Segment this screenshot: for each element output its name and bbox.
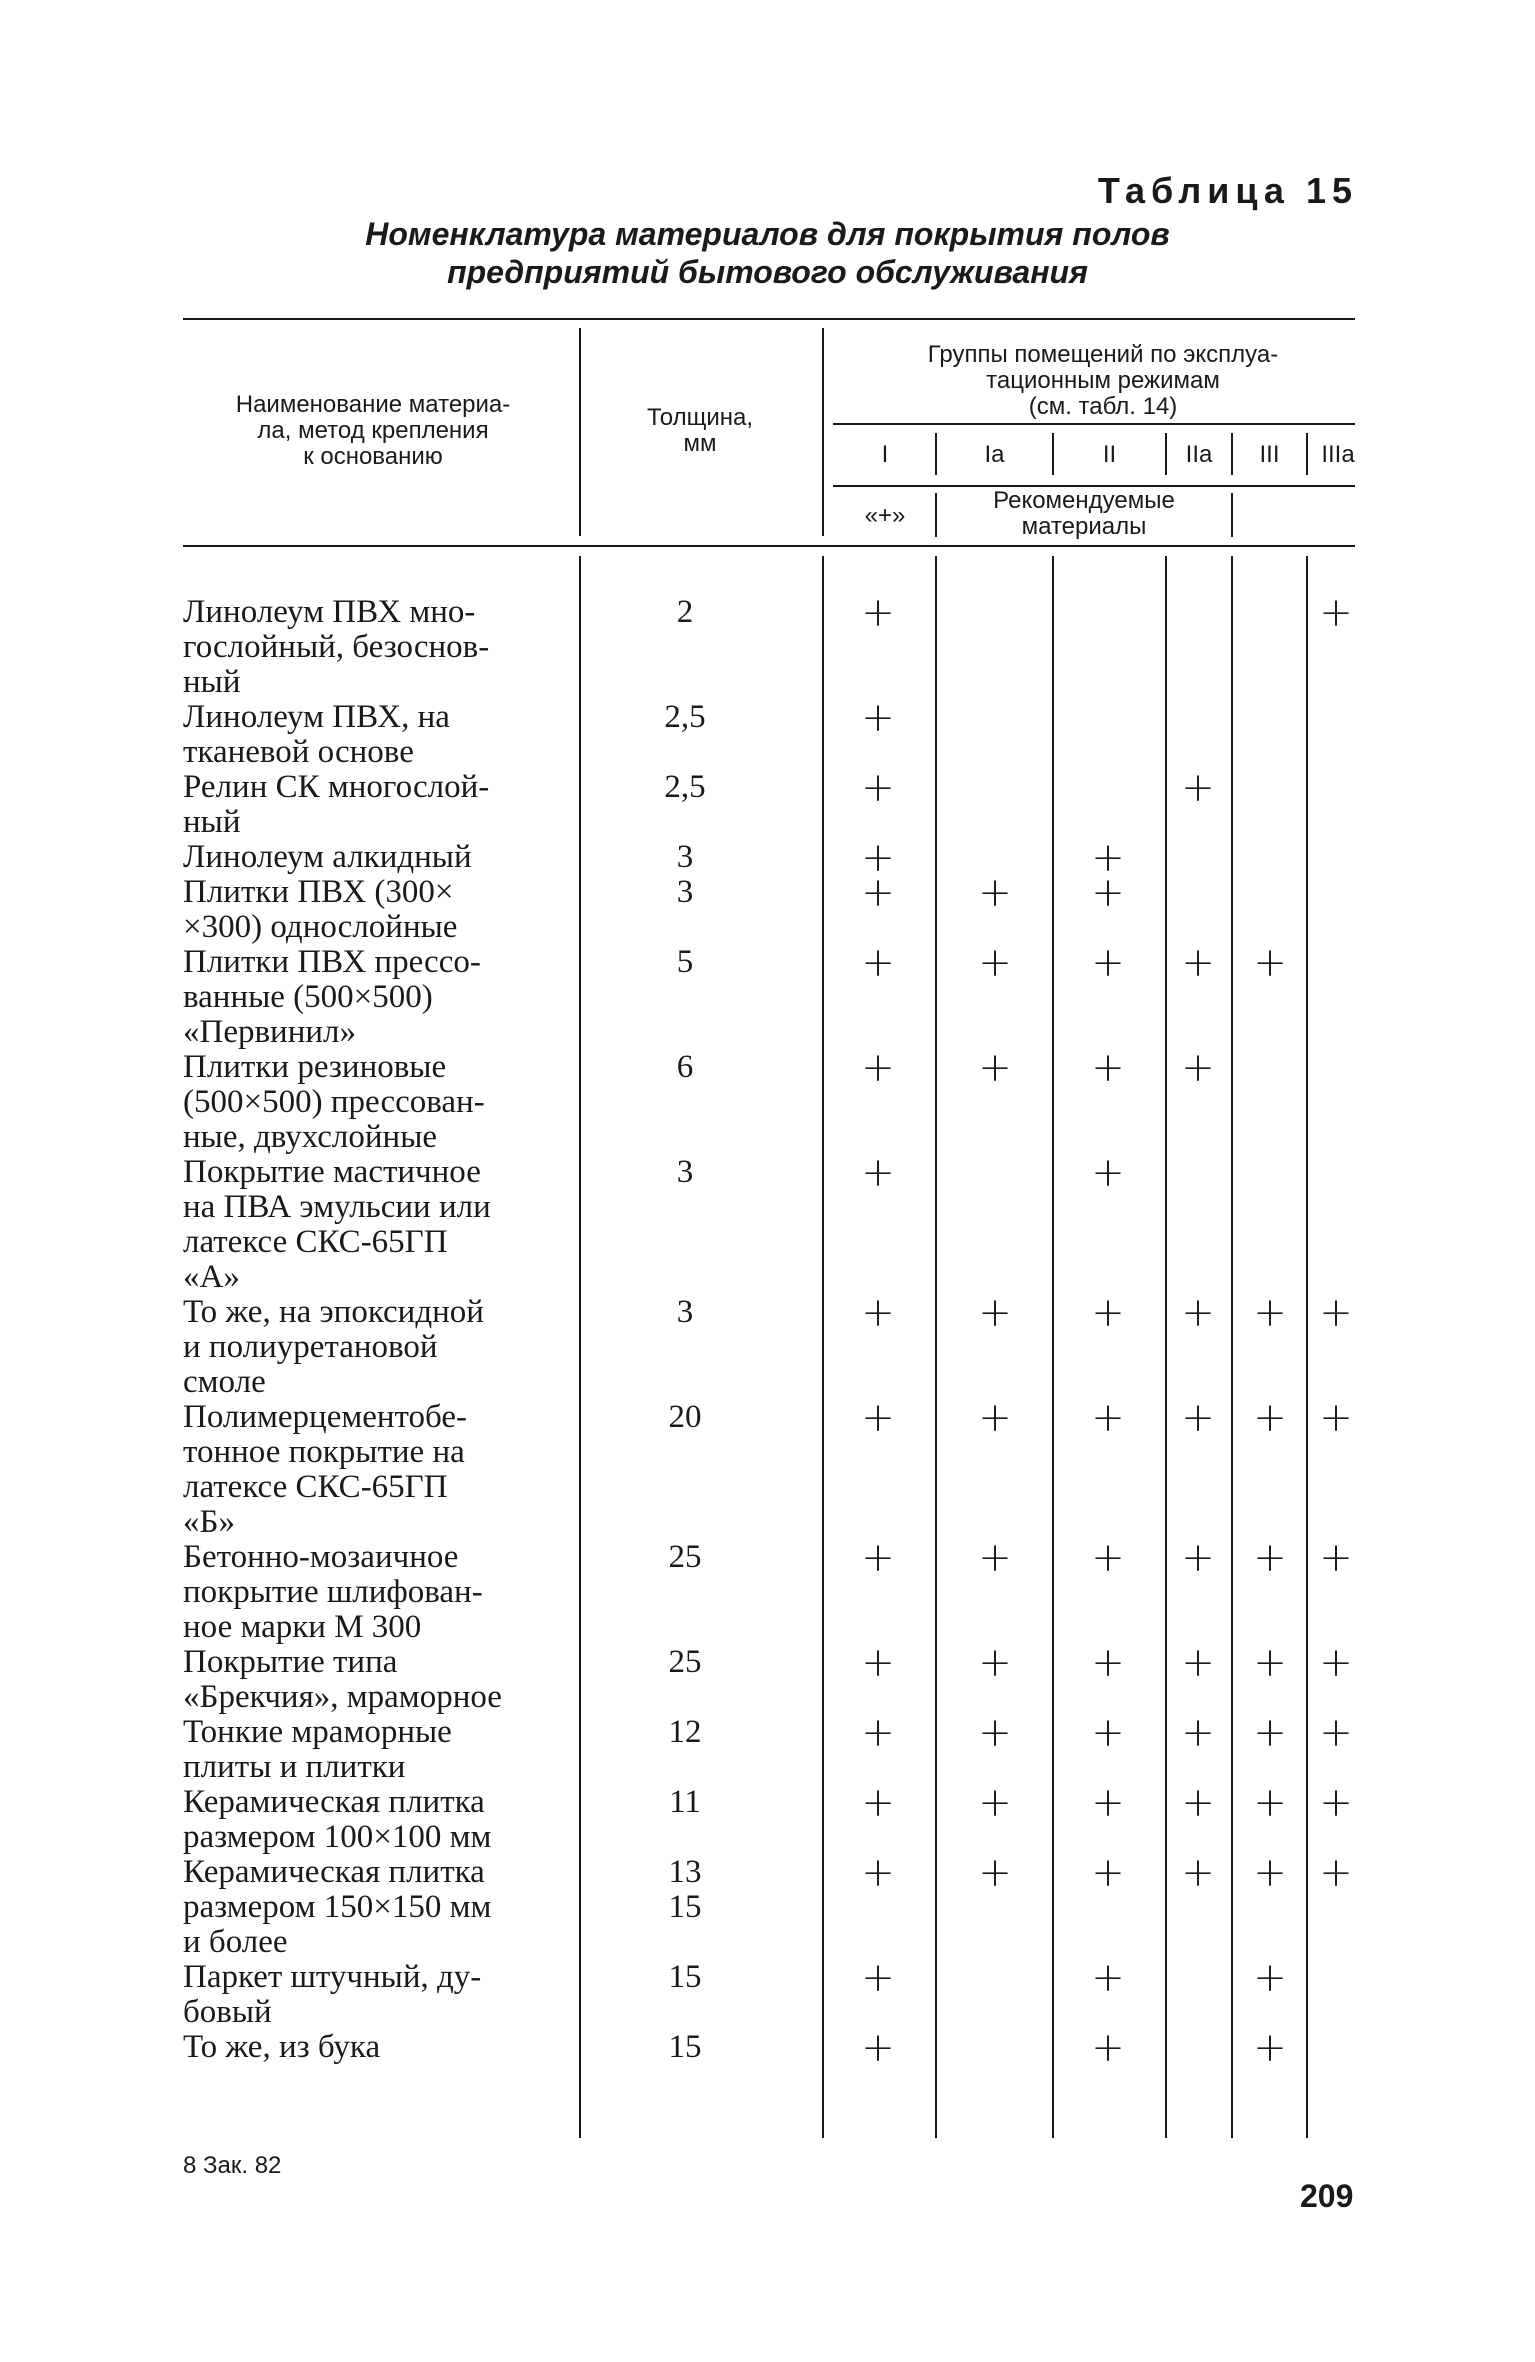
legend-text — [937, 488, 1231, 540]
groups-header — [833, 342, 1373, 420]
row-10-plus-mark-IIIa: + — [1319, 1395, 1353, 1441]
row-3-plus-mark-I: + — [861, 765, 895, 811]
row-15-plus-mark-II: + — [1091, 1850, 1125, 1896]
row-10-name — [183, 1400, 559, 1540]
row-17-thickness: 15 — [668, 2029, 702, 2065]
row-12-thickness: 25 — [668, 1644, 702, 1680]
row-13-name — [183, 1715, 559, 1785]
name-column-header-line-2: ла, метод крепления — [257, 417, 489, 444]
row-11-name — [183, 1540, 559, 1645]
body-separator-Ia — [1052, 556, 1054, 2138]
row-5-plus-mark-I: + — [861, 870, 895, 916]
row-3-plus-mark-IIa: + — [1181, 765, 1215, 811]
row-7-name — [183, 1050, 559, 1155]
table-top-rule — [183, 318, 1355, 320]
row-16-plus-mark-III: + — [1253, 1955, 1287, 2001]
row-5-name — [183, 875, 559, 945]
row-12-plus-mark-IIIa: + — [1319, 1640, 1353, 1686]
body-separator-I — [935, 556, 937, 2138]
row-9-plus-mark-III: + — [1253, 1290, 1287, 1336]
group-label-Ia: Ia — [984, 441, 1005, 468]
row-6-name-line: ванные (500×500) — [183, 979, 433, 1015]
table-label: Таблица 15 — [1097, 170, 1358, 211]
body-separator-II — [1165, 556, 1167, 2138]
row-8-plus-mark-I: + — [861, 1150, 895, 1196]
row-1-name-line: гослойный, безоснов- — [183, 629, 490, 665]
row-7-thickness: 6 — [676, 1049, 694, 1085]
row-13-name-line: плиты и плитки — [183, 1749, 406, 1785]
legend-separator-2 — [1231, 493, 1233, 537]
row-4-name-line: Линолеум алкидный — [183, 839, 472, 875]
thickness-column-header — [600, 405, 800, 457]
row-13-plus-mark-III: + — [1253, 1710, 1287, 1756]
row-12-plus-mark-II: + — [1091, 1640, 1125, 1686]
row-12-name-line: Покрытие типа — [183, 1644, 398, 1680]
body-separator-name — [579, 556, 581, 2138]
row-11-plus-mark-IIIa: + — [1319, 1535, 1353, 1581]
row-15-plus-mark-III: + — [1253, 1850, 1287, 1896]
row-10-plus-mark-I: + — [861, 1395, 895, 1441]
row-1-name-line: Линолеум ПВХ мно- — [183, 594, 476, 630]
groups-subheader-rule — [833, 423, 1355, 425]
row-13-plus-mark-IIa: + — [1181, 1710, 1215, 1756]
thickness-column-separator — [822, 328, 824, 536]
row-6-plus-mark-III: + — [1253, 940, 1287, 986]
name-column-separator — [579, 328, 581, 536]
row-17-name — [183, 2030, 559, 2065]
body-separator-III — [1306, 556, 1308, 2138]
table-title-line-2: предприятий бытового обслуживания — [447, 254, 1088, 290]
group-label-IIIa: IIIa — [1321, 441, 1355, 468]
row-15-name-line: и более — [183, 1924, 288, 1960]
row-6-name — [183, 945, 559, 1050]
row-9-thickness: 3 — [676, 1294, 694, 1330]
row-4-plus-mark-II: + — [1091, 835, 1125, 881]
body-separator-thickness — [822, 556, 824, 2138]
row-9-name-line: То же, на эпоксидной — [183, 1294, 484, 1330]
row-9-plus-mark-Ia: + — [978, 1290, 1012, 1336]
row-14-plus-mark-III: + — [1253, 1780, 1287, 1826]
row-11-name-line: покрытие шлифован- — [183, 1574, 483, 1610]
row-11-plus-mark-IIa: + — [1181, 1535, 1215, 1581]
table-title — [0, 215, 1535, 291]
groups-header-line-2: тационным режимам — [986, 367, 1220, 394]
row-2-thickness: 2,5 — [664, 699, 706, 735]
row-15-plus-mark-I: + — [861, 1850, 895, 1896]
row-7-plus-mark-I: + — [861, 1045, 895, 1091]
thickness-header-line-1: Толщина, — [646, 404, 754, 431]
row-12-plus-mark-III: + — [1253, 1640, 1287, 1686]
row-14-plus-mark-I: + — [861, 1780, 895, 1826]
row-7-name-line: (500×500) прессован- — [183, 1084, 485, 1120]
row-12-plus-mark-Ia: + — [978, 1640, 1012, 1686]
row-3-name-line: ный — [183, 804, 241, 840]
row-16-name-line: бовый — [183, 1994, 272, 2030]
row-17-plus-mark-II: + — [1091, 2025, 1125, 2071]
row-5-plus-mark-II: + — [1091, 870, 1125, 916]
row-16-name-line: Паркет штучный, ду- — [183, 1959, 482, 1995]
table-title-line-1: Номенклатура материалов для покрытия полов — [365, 216, 1170, 252]
row-15-plus-mark-IIIa: + — [1319, 1850, 1353, 1896]
row-7-name-line: ные, двухслойные — [183, 1119, 438, 1155]
row-11-plus-mark-II: + — [1091, 1535, 1125, 1581]
row-10-plus-mark-III: + — [1253, 1395, 1287, 1441]
row-17-plus-mark-III: + — [1253, 2025, 1287, 2071]
header-bottom-rule — [183, 545, 1355, 547]
row-14-plus-mark-II: + — [1091, 1780, 1125, 1826]
row-3-thickness: 2,5 — [664, 769, 706, 805]
row-4-name — [183, 840, 559, 875]
row-15-thickness: 13 15 — [668, 1854, 702, 1925]
row-6-thickness: 5 — [676, 944, 694, 980]
row-9-plus-mark-IIIa: + — [1319, 1290, 1353, 1336]
name-column-header-line-3: к основанию — [303, 443, 443, 470]
row-12-name-line: «Брекчия», мраморное — [183, 1679, 502, 1715]
row-6-plus-mark-Ia: + — [978, 940, 1012, 986]
row-1-name — [183, 595, 559, 700]
group-label-III: III — [1259, 441, 1280, 468]
row-16-name — [183, 1960, 559, 2030]
row-16-plus-mark-I: + — [861, 1955, 895, 2001]
row-2-plus-mark-I: + — [861, 695, 895, 741]
row-8-name — [183, 1155, 559, 1295]
row-8-thickness: 3 — [676, 1154, 694, 1190]
row-15-plus-mark-Ia: + — [978, 1850, 1012, 1896]
group-label-IIa: IIa — [1185, 441, 1213, 468]
row-7-plus-mark-Ia: + — [978, 1045, 1012, 1091]
row-5-plus-mark-Ia: + — [978, 870, 1012, 916]
name-column-header-line-1: Наименование материа- — [235, 391, 511, 418]
row-13-plus-mark-I: + — [861, 1710, 895, 1756]
row-10-plus-mark-II: + — [1091, 1395, 1125, 1441]
row-9-name-line: и полиуретановой — [183, 1329, 438, 1365]
row-15-name-line: Керамическая плитка — [183, 1854, 485, 1890]
row-13-name-line: Тонкие мраморные — [183, 1714, 452, 1750]
row-14-thickness: 11 — [669, 1784, 701, 1820]
row-10-thickness: 20 — [668, 1399, 702, 1435]
row-7-plus-mark-IIa: + — [1181, 1045, 1215, 1091]
row-2-name-line: тканевой основе — [183, 734, 414, 770]
row-17-plus-mark-I: + — [861, 2025, 895, 2071]
row-11-name-line: ное марки М 300 — [183, 1609, 422, 1645]
row-10-name-line: латексе СКС-65ГП — [183, 1469, 448, 1505]
row-11-thickness: 25 — [668, 1539, 702, 1575]
row-10-name-line: Полимерцементобе- — [183, 1399, 468, 1435]
row-8-name-line: латексе СКС-65ГП — [183, 1224, 448, 1260]
row-10-plus-mark-IIa: + — [1181, 1395, 1215, 1441]
row-1-plus-mark-IIIa: + — [1319, 590, 1353, 636]
name-column-header — [183, 392, 563, 470]
row-14-plus-mark-IIa: + — [1181, 1780, 1215, 1826]
row-16-plus-mark-II: + — [1091, 1955, 1125, 2001]
row-1-thickness: 2 — [676, 594, 694, 630]
row-15-name-line: размером 150×150 мм — [183, 1889, 492, 1925]
row-14-plus-mark-IIIa: + — [1319, 1780, 1353, 1826]
row-14-name — [183, 1785, 559, 1855]
row-14-name-line: размером 100×100 мм — [183, 1819, 492, 1855]
row-16-thickness: 15 — [668, 1959, 702, 1995]
group-label-I: I — [881, 441, 889, 468]
row-6-name-line: «Первинил» — [183, 1014, 357, 1050]
row-1-name-line: ный — [183, 664, 241, 700]
row-4-thickness: 3 — [676, 839, 694, 875]
row-11-name-line: Бетонно-мозаичное — [183, 1539, 459, 1575]
row-6-plus-mark-II: + — [1091, 940, 1125, 986]
row-9-name — [183, 1295, 559, 1400]
row-9-plus-mark-I: + — [861, 1290, 895, 1336]
row-1-plus-mark-I: + — [861, 590, 895, 636]
row-17-name-line: То же, из бука — [183, 2029, 381, 2065]
row-5-name-line: Плитки ПВХ (300× — [183, 874, 454, 910]
row-13-thickness: 12 — [668, 1714, 702, 1750]
row-11-plus-mark-Ia: + — [978, 1535, 1012, 1581]
row-12-plus-mark-I: + — [861, 1640, 895, 1686]
row-12-name — [183, 1645, 559, 1715]
legend-text-line-2: материалы — [1021, 513, 1147, 540]
row-14-name-line: Керамическая плитка — [183, 1784, 485, 1820]
row-6-plus-mark-I: + — [861, 940, 895, 986]
footnote: 8 Зак. 82 — [183, 2152, 282, 2179]
row-2-name-line: Линолеум ПВХ, на — [183, 699, 450, 735]
row-11-plus-mark-III: + — [1253, 1535, 1287, 1581]
row-7-name-line: Плитки резиновые — [183, 1049, 447, 1085]
row-6-plus-mark-IIa: + — [1181, 940, 1215, 986]
row-8-name-line: «А» — [183, 1259, 240, 1295]
row-14-plus-mark-Ia: + — [978, 1780, 1012, 1826]
row-2-name — [183, 700, 559, 770]
row-10-name-line: тонное покрытие на — [183, 1434, 465, 1470]
groups-header-line-1: Группы помещений по эксплуа- — [927, 341, 1279, 368]
row-3-name-line: Релин СК многослой- — [183, 769, 490, 805]
row-8-name-line: Покрытие мастичное — [183, 1154, 481, 1190]
row-7-plus-mark-II: + — [1091, 1045, 1125, 1091]
page-number: 209 — [1300, 2178, 1354, 2214]
row-10-name-line: «Б» — [183, 1504, 235, 1540]
groups-header-line-3: (см. табл. 14) — [1028, 393, 1178, 420]
row-10-plus-mark-Ia: + — [978, 1395, 1012, 1441]
row-12-plus-mark-IIa: + — [1181, 1640, 1215, 1686]
row-8-plus-mark-II: + — [1091, 1150, 1125, 1196]
row-4-plus-mark-I: + — [861, 835, 895, 881]
row-5-thickness: 3 — [676, 874, 694, 910]
legend-text-line-1: Рекомендуемые — [993, 487, 1175, 514]
legend-symbol: «+» — [864, 502, 906, 529]
row-15-plus-mark-IIa: + — [1181, 1850, 1215, 1896]
row-13-plus-mark-IIIa: + — [1319, 1710, 1353, 1756]
row-3-name — [183, 770, 559, 840]
row-11-plus-mark-I: + — [861, 1535, 895, 1581]
thickness-header-line-2: мм — [683, 430, 717, 457]
row-13-plus-mark-Ia: + — [978, 1710, 1012, 1756]
row-8-name-line: на ПВА эмульсии или — [183, 1189, 491, 1225]
row-13-plus-mark-II: + — [1091, 1710, 1125, 1756]
row-5-name-line: ×300) однослойные — [183, 909, 458, 945]
row-15-name — [183, 1855, 559, 1960]
row-9-plus-mark-IIa: + — [1181, 1290, 1215, 1336]
body-separator-IIa — [1231, 556, 1233, 2138]
group-label-II: II — [1102, 441, 1117, 468]
row-6-name-line: Плитки ПВХ прессо- — [183, 944, 481, 980]
row-9-plus-mark-II: + — [1091, 1290, 1125, 1336]
row-9-name-line: смоле — [183, 1364, 266, 1400]
